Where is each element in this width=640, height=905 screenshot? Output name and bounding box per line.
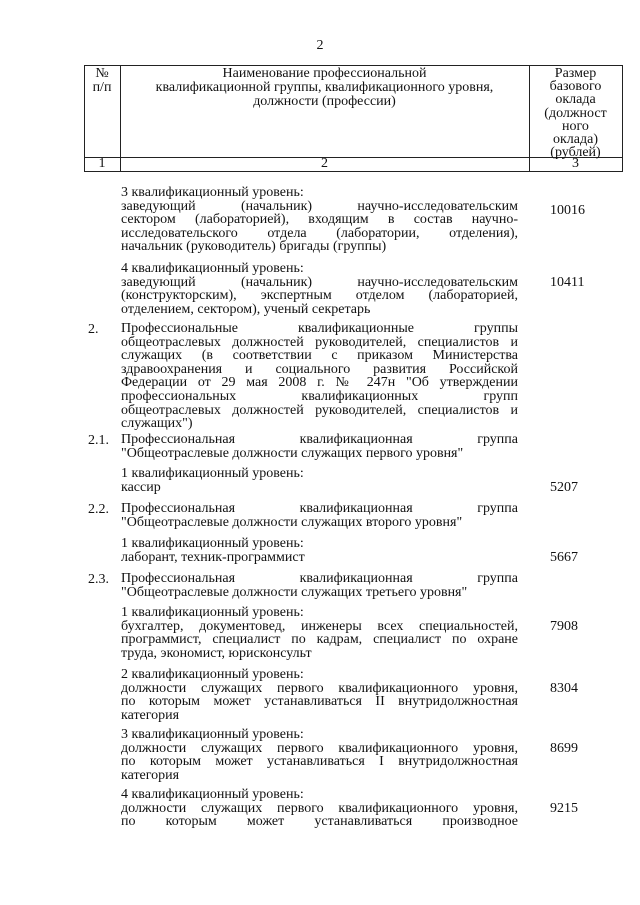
salary-value: 5207 — [550, 480, 578, 495]
list-item: 1 квалификационный уровень: лаборант, техник-программист — [121, 536, 305, 565]
list-item: 4 квалификационный уровень: должности служащих первого квалификационного уровня, по которым может устанавливаться производное — [121, 787, 518, 830]
list-item: 4 квалификационный уровень: заведующий (начальник) научно-исследовательским (конструкторским), экспертным отделом (лабораторией, отделением, сектором), ученый секретарь — [121, 261, 518, 317]
salary-value: 9215 — [550, 801, 578, 816]
header-col-salary: Размер базового оклада (должност ного оклада) (рублей) — [544, 66, 607, 161]
list-item: 1 квалификационный уровень: кассир — [121, 466, 304, 495]
salary-value: 10411 — [550, 275, 585, 290]
header-col-number: № п/п — [92, 66, 112, 95]
row-number: 2. — [88, 322, 99, 337]
row-number: 2.3. — [88, 572, 109, 587]
list-item: Профессиональная квалификационная группа "Общеотраслевые должности служащих первого уровня" — [121, 432, 518, 461]
page-number: 2 — [316, 38, 324, 53]
list-item: 1 квалификационный уровень: бухгалтер, документовед, инженеры всех специальностей, программист, специалист по кадрам, специалист по охране труда, экономист, юрисконсульт — [121, 605, 518, 661]
row-number: 2.1. — [88, 433, 109, 448]
salary-value: 8304 — [550, 681, 578, 696]
list-item: Профессиональные квалификационные группы общеотраслевых должностей руководителей, специалистов и служащих (в соответствии с приказом Министерства здравоохранения и социального развития Российской Федерации от 29 мая 2008 г. № 247н "Об утверждении профессиональных квалификационных групп общеотраслевых должностей руководителей, специалистов и служащих") — [121, 321, 518, 432]
header-col-name: Наименование профессиональной квалификационной группы, квалификационного уровня, должности (профессии) — [155, 66, 494, 109]
header-index-3: 3 — [572, 156, 579, 171]
row-number: 2.2. — [88, 502, 109, 517]
salary-value: 8699 — [550, 741, 578, 756]
header-index-2: 2 — [321, 156, 328, 171]
list-item: 3 квалификационный уровень: заведующий (начальник) научно-исследовательским сектором (лабораторией), входящим в состав научно- исследовательского отдела (лаборатории, отделения), начальник (руководитель) бригады (группы) — [121, 185, 518, 255]
salary-value: 5667 — [550, 550, 578, 565]
list-item: Профессиональная квалификационная группа "Общеотраслевые должности служащих третьего уровня" — [121, 571, 518, 600]
list-item: 3 квалификационный уровень: должности служащих первого квалификационного уровня, по которым может устанавливаться I внутридолжностная категория — [121, 727, 518, 783]
salary-value: 7908 — [550, 619, 578, 634]
header-index-1: 1 — [98, 156, 106, 171]
table-header — [84, 65, 623, 172]
list-item: 2 квалификационный уровень: должности служащих первого квалификационного уровня, по которым может устанавливаться II внутридолжностная категория — [121, 667, 518, 723]
list-item: Профессиональная квалификационная группа "Общеотраслевые должности служащих второго уровня" — [121, 501, 518, 530]
salary-value: 10016 — [550, 203, 585, 218]
